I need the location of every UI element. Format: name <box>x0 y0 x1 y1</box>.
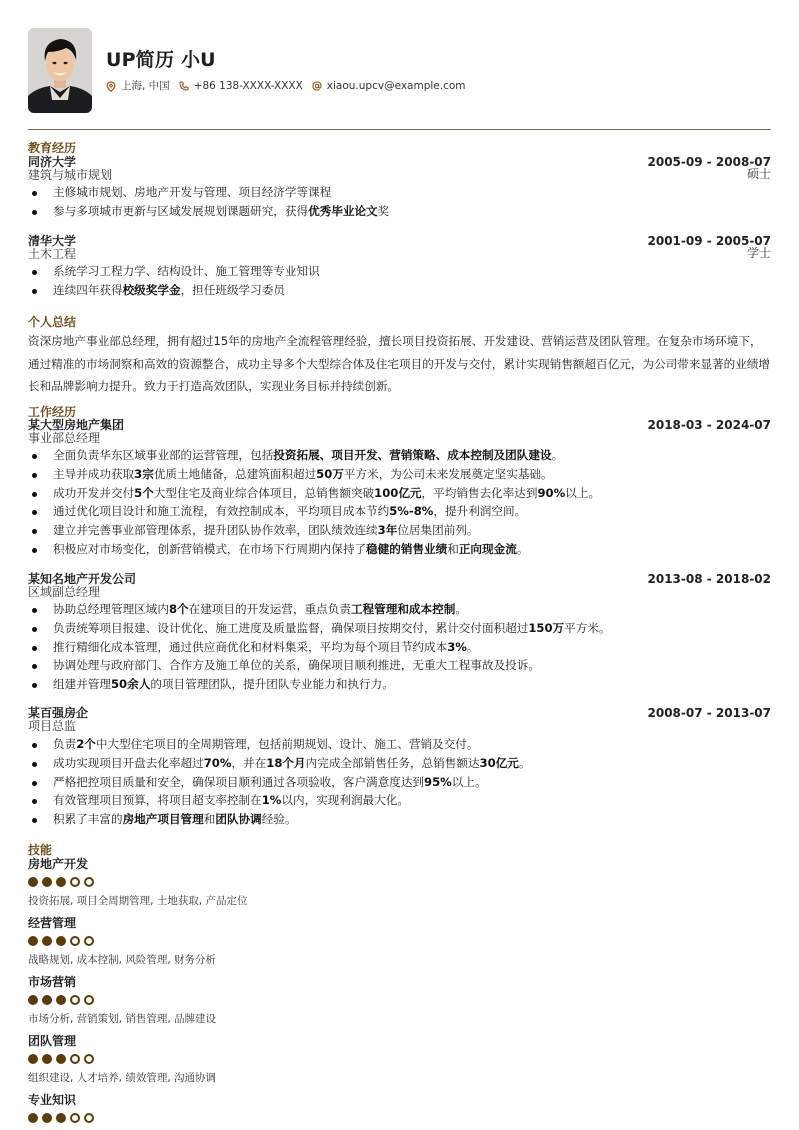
rating-dot-filled-icon <box>56 877 66 887</box>
contact-email[interactable] <box>312 79 466 93</box>
company-name: 某大型房地产集团 <box>28 418 125 432</box>
list-item: 建立并完善事业部管理体系，提升团队协作效率，团队绩效连续3年位居集团前列。 <box>28 521 771 540</box>
date-range: 2008-07 - 2013-07 <box>647 706 771 720</box>
rating-dot-empty-icon <box>70 995 80 1005</box>
list-item: 通过优化项目设计和施工流程，有效控制成本，平均项目成本节约5%-8%，提升利润空间。 <box>28 502 771 521</box>
list-item: 积极应对市场变化，创新营销模式，在市场下行周期内保持了稳健的销售业绩和正向现金流。 <box>28 540 771 559</box>
rating-dot-empty-icon <box>84 877 94 887</box>
skill-name: 市场营销 <box>28 975 77 989</box>
skill-name: 专业知识 <box>28 1093 77 1107</box>
section-title-skills: 技能 <box>28 843 53 857</box>
list-item: 主修城市规划、房地产开发与管理、项目经济学等课程 <box>28 183 771 202</box>
work-bullets <box>28 446 771 559</box>
list-item: 严格把控项目质量和安全，确保项目顺利通过各项验收，客户满意度达到95%以上。 <box>28 773 771 792</box>
rating-dot-filled-icon <box>28 1054 38 1064</box>
rating-dot-empty-icon <box>70 877 80 887</box>
skill-rating <box>28 1113 428 1124</box>
work-bullets <box>28 600 771 694</box>
skill-item <box>28 1093 428 1124</box>
list-item: 负责统筹项目报建、设计优化、施工进度及质量监督，确保项目按期交付，累计交付面积超过150万平方米。 <box>28 619 771 638</box>
rating-dot-filled-icon <box>42 936 52 946</box>
work-entry <box>28 572 771 600</box>
list-item: 协助总经理管理区域内8个在建项目的开发运营，重点负责工程管理和成本控制。 <box>28 600 771 619</box>
rating-dot-filled-icon <box>28 877 38 887</box>
summary-text: 资深房地产事业部总经理，拥有超过15年的房地产全流程管理经验，擅长项目投资拓展、开发建设、营销运营及团队管理。在复杂市场环境下，通过精准的市场洞察和高效的资源整合，成功主导多个大型综合体及住宅项目的开发与交付，累计实现销售额超百亿元，为公司带来显著的业绩增长和品牌影响力提升。致力于打造高效团队，实现业务目标并持续创新。 <box>28 334 771 393</box>
rating-dot-filled-icon <box>42 877 52 887</box>
rating-dot-empty-icon <box>84 1113 94 1123</box>
rating-dot-filled-icon <box>56 1113 66 1123</box>
skill-item <box>28 857 428 908</box>
work-entry <box>28 706 771 734</box>
skill-rating <box>28 1054 428 1065</box>
contact-phone[interactable] <box>179 79 303 93</box>
list-item: 成功开发并交付5个大型住宅及商业综合体项目，总销售额突破100亿元，平均销售去化率达到90%以上。 <box>28 484 771 503</box>
list-item: 协调处理与政府部门、合作方及施工单位的关系，确保项目顺利推进，无重大工程事故及投诉。 <box>28 656 771 675</box>
rating-dot-empty-icon <box>84 1054 94 1064</box>
education-bullets <box>28 183 771 221</box>
rating-dot-empty-icon <box>70 1054 80 1064</box>
rating-dot-empty-icon <box>70 1113 80 1123</box>
list-item: 参与多项城市更新与区域发展规划课题研究，获得优秀毕业论文奖 <box>28 202 771 221</box>
phone-text: +86 138-XXXX-XXXX <box>193 80 303 92</box>
job-title: 事业部总经理 <box>28 431 101 445</box>
skill-item <box>28 975 428 1026</box>
company-name: 某百强房企 <box>28 706 89 720</box>
at-email-icon <box>312 81 322 91</box>
skill-keywords: 市场分析, 营销策划, 销售管理, 品牌建设 <box>28 1013 217 1025</box>
education-bullets <box>28 262 771 300</box>
rating-dot-filled-icon <box>56 1054 66 1064</box>
skill-item <box>28 916 428 967</box>
list-item: 连续四年获得校级奖学金，担任班级学习委员 <box>28 281 771 300</box>
rating-dot-filled-icon <box>28 1113 38 1123</box>
skill-item <box>28 1034 428 1085</box>
rating-dot-filled-icon <box>56 936 66 946</box>
date-range: 2018-03 - 2024-07 <box>647 418 771 432</box>
school-name: 同济大学 <box>28 155 77 169</box>
skill-name: 房地产开发 <box>28 857 89 871</box>
section-title-work: 工作经历 <box>28 405 77 419</box>
list-item: 成功实现项目开盘去化率超过70%，并在18个月内完成全部销售任务，总销售额达30亿元。 <box>28 754 771 773</box>
company-name: 某知名地产开发公司 <box>28 572 137 586</box>
contact-location <box>106 79 170 93</box>
section-title-summary: 个人总结 <box>28 315 77 329</box>
education-entry <box>28 155 771 183</box>
job-title: 项目总监 <box>28 719 77 733</box>
rating-dot-filled-icon <box>42 1054 52 1064</box>
skill-rating <box>28 936 428 947</box>
skill-keywords: 战略规划, 成本控制, 风险管理, 财务分析 <box>28 954 217 966</box>
job-title: 区域副总经理 <box>28 585 101 599</box>
skill-keywords: 投资拓展, 项目全周期管理, 土地获取, 产品定位 <box>28 895 248 907</box>
candidate-name: UP简历 小U <box>106 49 216 71</box>
list-item: 负责2个中大型住宅项目的全周期管理，包括前期规划、设计、施工、营销及交付。 <box>28 735 771 754</box>
avatar-portrait-icon <box>28 28 92 113</box>
contact-info <box>106 79 475 93</box>
school-name: 清华大学 <box>28 234 77 248</box>
rating-dot-empty-icon <box>70 936 80 946</box>
skill-keywords: 组织建设, 人才培养, 绩效管理, 沟通协调 <box>28 1072 217 1084</box>
major: 建筑与城市规划 <box>28 168 113 182</box>
work-bullets <box>28 735 771 829</box>
location-pin-icon <box>106 81 116 92</box>
list-item: 主导并成功获取3宗优质土地储备，总建筑面积超过50万平方米，为公司未来发展奠定坚实基础。 <box>28 465 771 484</box>
list-item: 有效管理项目预算，将项目超支率控制在1%以内，实现利润最大化。 <box>28 791 771 810</box>
list-item: 积累了丰富的房地产项目管理和团队协调经验。 <box>28 810 771 829</box>
major: 土木工程 <box>28 247 77 261</box>
rating-dot-empty-icon <box>84 995 94 1005</box>
list-item: 组建并管理50余人的项目管理团队，提升团队专业能力和执行力。 <box>28 675 771 694</box>
list-item: 推行精细化成本管理，通过供应商优化和材料集采，平均为每个项目节约成本3%。 <box>28 638 771 657</box>
skill-name: 团队管理 <box>28 1034 77 1048</box>
list-item: 全面负责华东区域事业部的运营管理，包括投资拓展、项目开发、营销策略、成本控制及团队建设。 <box>28 446 771 465</box>
date-range: 2005-09 - 2008-07 <box>647 155 771 169</box>
rating-dot-filled-icon <box>28 936 38 946</box>
date-range: 2013-08 - 2018-02 <box>647 572 771 586</box>
list-item: 系统学习工程力学、结构设计、施工管理等专业知识 <box>28 262 771 281</box>
header-divider <box>28 129 771 130</box>
degree: 学士 <box>746 246 771 260</box>
profile-photo <box>28 28 92 113</box>
rating-dot-filled-icon <box>42 1113 52 1123</box>
rating-dot-empty-icon <box>84 936 94 946</box>
degree: 硕士 <box>746 167 771 181</box>
rating-dot-filled-icon <box>28 995 38 1005</box>
date-range: 2001-09 - 2005-07 <box>647 234 771 248</box>
education-entry <box>28 234 771 262</box>
work-entry <box>28 418 771 446</box>
resume-header <box>28 28 771 114</box>
skill-rating <box>28 877 428 888</box>
phone-icon <box>179 81 189 91</box>
skill-rating <box>28 995 428 1006</box>
skill-name: 经营管理 <box>28 916 77 930</box>
location-text: 上海, 中国 <box>121 80 170 92</box>
section-title-education: 教育经历 <box>28 141 77 155</box>
rating-dot-filled-icon <box>56 995 66 1005</box>
email-text: xiaou.upcv@example.com <box>326 80 466 92</box>
rating-dot-filled-icon <box>42 995 52 1005</box>
